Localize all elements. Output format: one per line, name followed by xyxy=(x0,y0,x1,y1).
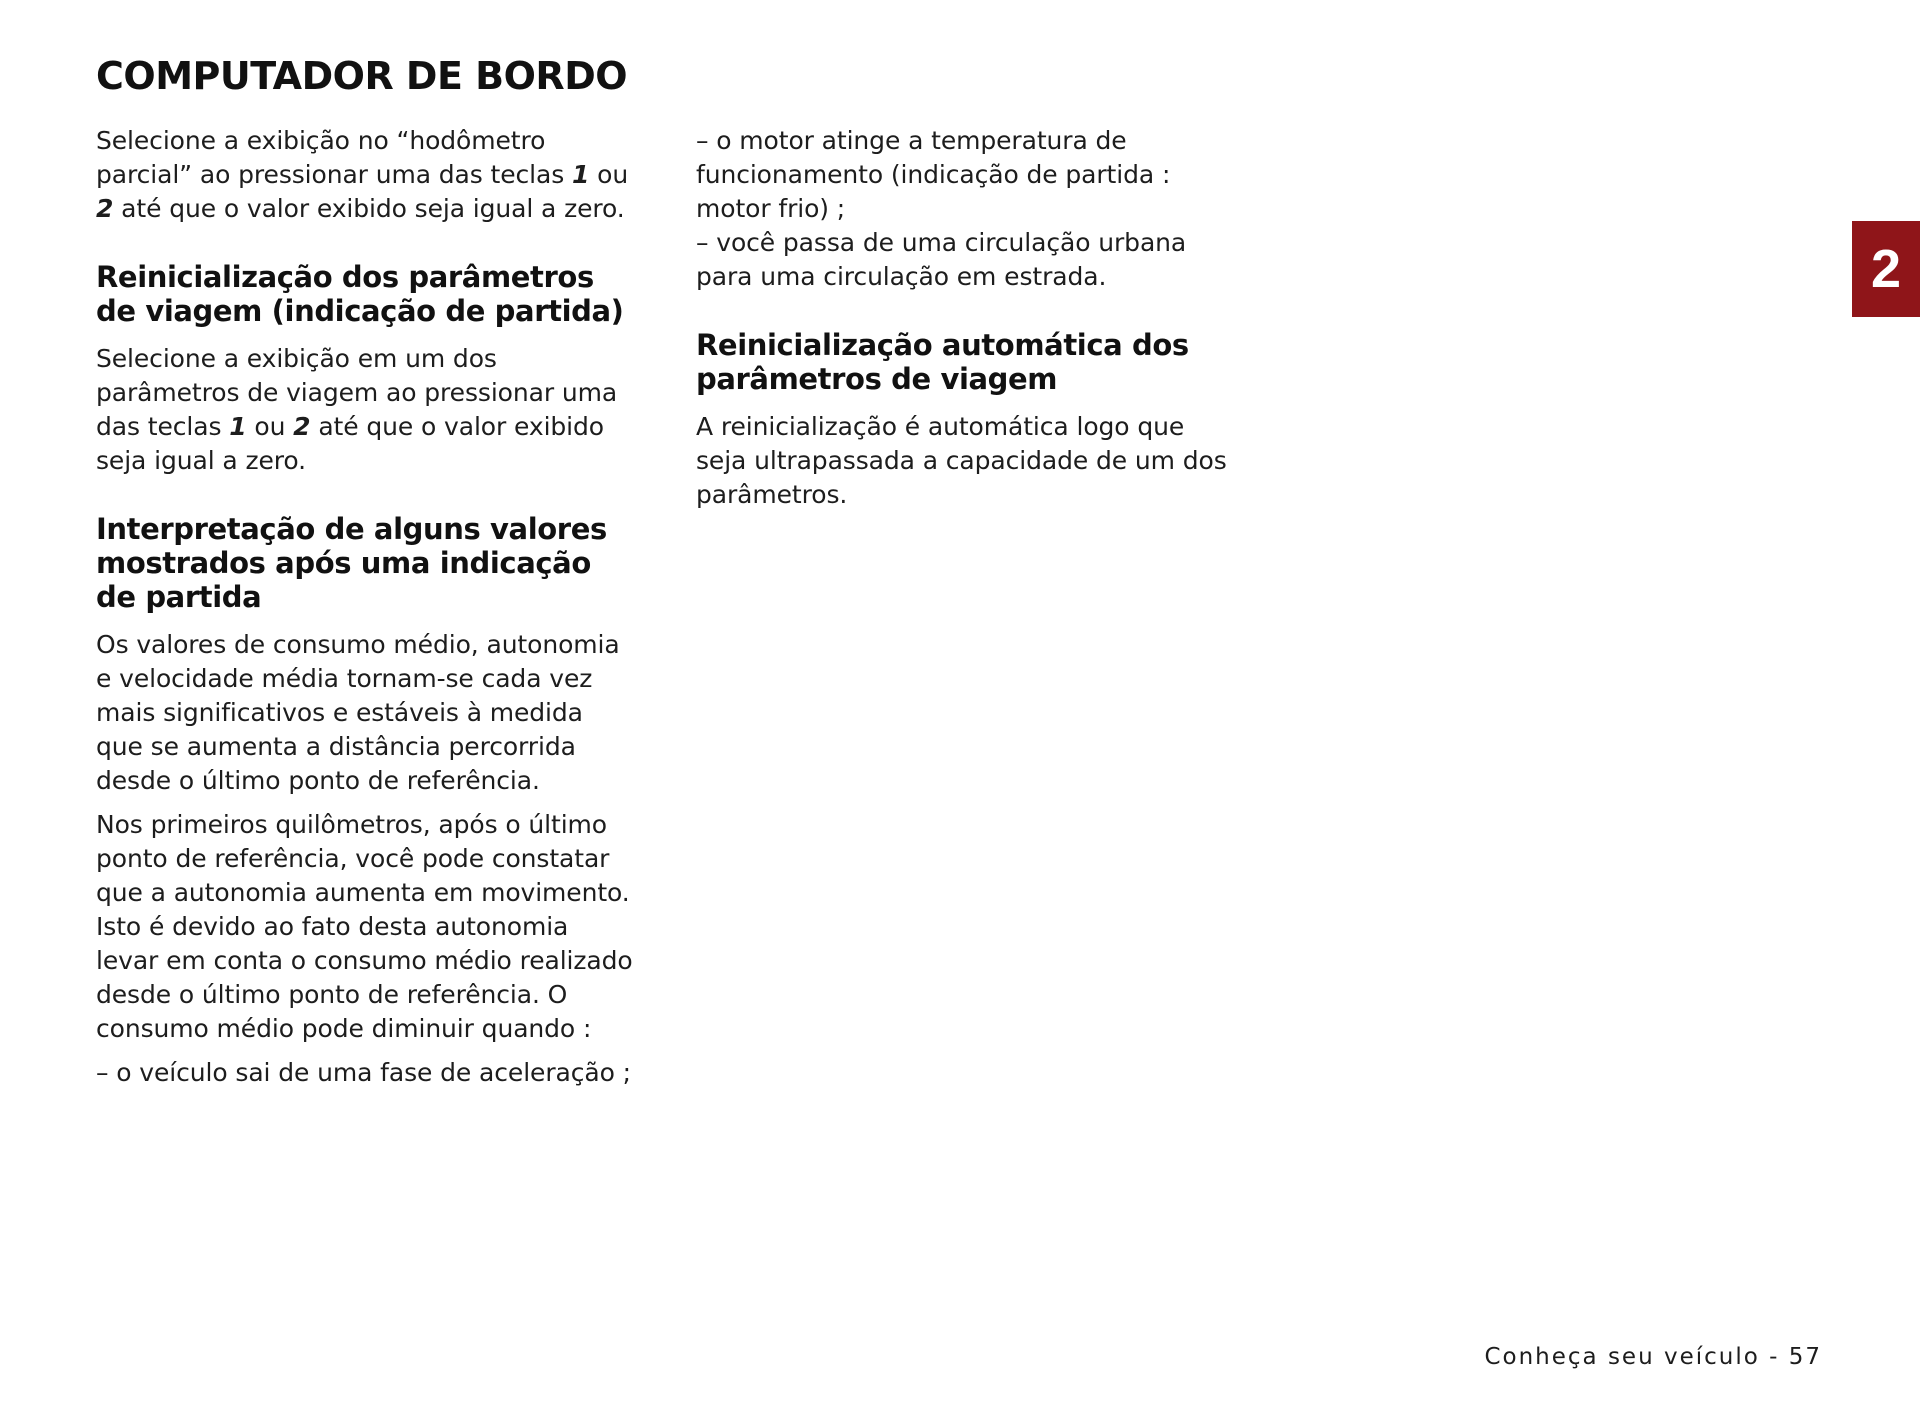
interpretation-paragraph-1: Os valores de consumo médio, autonomia e velocidade média tornam-se cada vez mais significativos e estáveis à medida que se aumenta a distância percorrida desde o último ponto de referência. xyxy=(96,630,620,795)
reset-trip-paragraph: Selecione a exibição em um dos parâmetros de viagem ao pressionar uma das teclas 1 ou 2 até que o valor exibido seja igual a zero. xyxy=(96,344,618,475)
heading-reset-trip: Reinicialização dos parâmetros de viagem (indicação de partida) xyxy=(96,260,624,328)
list-item-acceleration: – o veículo sai de uma fase de aceleração ; xyxy=(96,1058,631,1087)
list-item-engine-temperature: – o motor atinge a temperatura de funcionamento (indicação de partida : motor frio) ; xyxy=(696,126,1171,223)
automatic-reset-paragraph: A reinicialização é automática logo que seja ultrapassada a capacidade de um dos parâmetros. xyxy=(696,412,1227,509)
interpretation-paragraph-2: Nos primeiros quilômetros, após o último ponto de referência, você pode constatar que a autonomia aumenta em movimento. Isto é devido ao fato desta autonomia levar em conta o consumo médio realizado desde o último ponto de referência. O consumo médio pode diminuir quando : xyxy=(96,810,633,1043)
heading-interpretation: Interpretação de alguns valores mostrados após uma indicação de partida xyxy=(96,512,607,614)
page-footer: Conheça seu veículo - 57 xyxy=(1484,1344,1822,1370)
page-title: COMPUTADOR DE BORDO xyxy=(96,54,628,98)
left-column xyxy=(96,124,634,1090)
key-2: 2 xyxy=(96,194,114,223)
key-1: 1 xyxy=(229,412,247,441)
chapter-tab: 2 xyxy=(1852,221,1920,317)
list-item-urban-to-road: – você passa de uma circulação urbana para uma circulação em estrada. xyxy=(696,228,1187,291)
right-column xyxy=(696,124,1234,512)
key-1: 1 xyxy=(572,160,590,189)
key-2: 2 xyxy=(293,412,311,441)
intro-paragraph: Selecione a exibição no “hodômetro parcial” ao pressionar uma das teclas 1 ou 2 até que o valor exibido seja igual a zero. xyxy=(96,126,629,223)
heading-automatic-reset: Reinicialização automática dos parâmetros de viagem xyxy=(696,328,1189,396)
